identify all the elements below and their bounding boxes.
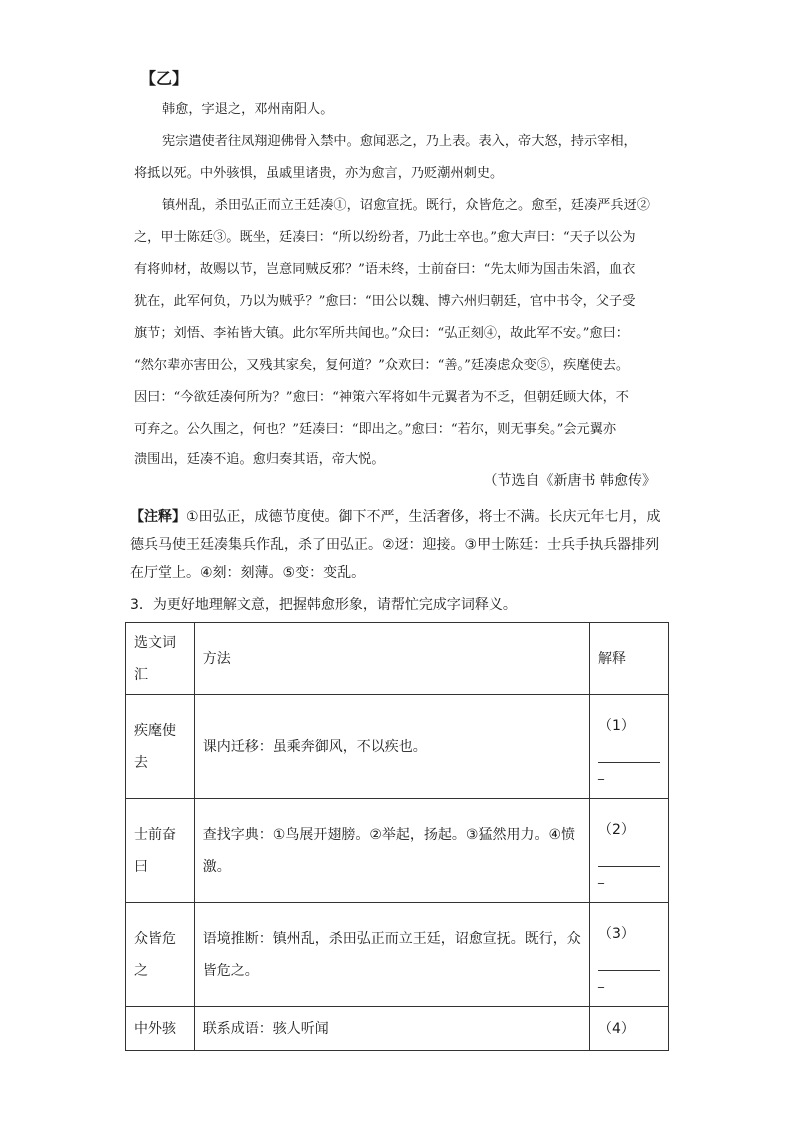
table-row bbox=[126, 1007, 669, 1051]
row-method: 语境推断：镇州乱，杀田弘正而立王廷，诏愈宣抚。既行，众皆危之。 bbox=[194, 903, 589, 1007]
source-citation: （节选自《新唐书 韩愈传》 bbox=[483, 473, 656, 489]
answer-blank[interactable] bbox=[598, 748, 660, 763]
passage-line: 溃围出，廷凑不追。愈归奏其语，帝大悦。 bbox=[134, 452, 385, 467]
header-answer: 解释 bbox=[589, 623, 668, 695]
passage-line: 韩愈，字退之，邓州南阳人。 bbox=[162, 102, 334, 117]
answer-cell[interactable] bbox=[589, 799, 668, 903]
table-row bbox=[126, 695, 669, 799]
answer-blank[interactable] bbox=[598, 852, 660, 867]
notes-label: 【注释】 bbox=[130, 509, 186, 525]
answer-number: （1） bbox=[597, 718, 635, 734]
answer-tail: _ bbox=[597, 870, 604, 884]
answer-blank[interactable] bbox=[598, 956, 660, 971]
passage-line: 宪宗遣使者往凤翔迎佛骨入禁中。愈闻恶之，乃上表。表入，帝大怒，持示宰相， bbox=[162, 134, 637, 149]
row-word: 士前奋曰 bbox=[126, 799, 195, 903]
row-word: 中外骇 bbox=[126, 1007, 195, 1051]
passage-line: 旗节；刘悟、李祐皆大镇。此尔军所共闻也。”众曰：“弘正刻④，故此军不安。”愈曰： bbox=[134, 326, 629, 341]
vocab-table bbox=[125, 622, 669, 1051]
passage-line: 犹在，此军何负，乃以为贼乎？”愈曰：“田公以魏、博六州归朝廷，官中书令，父子受 bbox=[134, 294, 636, 309]
answer-tail: _ bbox=[597, 766, 604, 780]
passage-line: 因曰：“今欲廷凑何所为？”愈曰：“神策六军将如牛元翼者为不乏，但朝廷顾大体，不 bbox=[134, 390, 629, 405]
passage-line: 之，甲士陈廷③。既坐，廷凑曰：“所以纷纷者，乃此士卒也。”愈大声曰：“天子以公为 bbox=[134, 230, 636, 245]
answer-cell[interactable] bbox=[589, 1007, 668, 1051]
header-method: 方法 bbox=[194, 623, 589, 695]
answer-number: （2） bbox=[597, 822, 635, 838]
answer-number: （3） bbox=[597, 926, 635, 942]
row-method: 查找字典：①鸟展开翅膀。②举起，扬起。③猛然用力。④愤激。 bbox=[194, 799, 589, 903]
passage-line: 有将帅材，故赐以节，岂意同贼反邪？”语未终，士前奋曰：“先太师为国击朱滔，血衣 bbox=[134, 262, 636, 277]
passage-line: 镇州乱，杀田弘正而立王廷凑①，诏愈宣抚。既行，众皆危之。愈至，廷凑严兵迓② bbox=[162, 198, 650, 213]
answer-cell[interactable] bbox=[589, 903, 668, 1007]
notes bbox=[130, 503, 670, 587]
table-row bbox=[126, 799, 669, 903]
question-text: 3．为更好地理解文意，把握韩愈形象，请帮忙完成字词释义。 bbox=[130, 597, 517, 613]
row-word: 众皆危之 bbox=[126, 903, 195, 1007]
passage-line: 可弃之。公久围之，何也？”廷凑曰：“即出之。”愈曰：“若尔，则无事矣。”会元翼亦 bbox=[134, 422, 617, 437]
notes-text: ①田弘正，成德节度使。御下不严，生活奢侈，将士不满。长庆元年七月，成德兵马使王廷凑集兵作乱，杀了田弘正。②迓：迎接。③甲士陈廷：士兵手执兵器排列在厅堂上。④刻：刻薄。⑤变：变乱。 bbox=[130, 509, 661, 581]
answer-tail: _ bbox=[597, 974, 604, 988]
table-row bbox=[126, 903, 669, 1007]
passage-line: “然尔辈亦害田公，又残其家矣，复何道？”众欢曰：“善。”廷凑虑众变⑤，疾麾使去。 bbox=[134, 358, 630, 373]
row-method: 联系成语：骇人听闻 bbox=[194, 1007, 589, 1051]
section-label: 【乙】 bbox=[140, 69, 189, 88]
row-method: 课内迁移：虽乘奔御风，不以疾也。 bbox=[194, 695, 589, 799]
answer-cell[interactable] bbox=[589, 695, 668, 799]
passage-line: 将抵以死。中外骇惧，虽戚里诸贵，亦为愈言，乃贬潮州刺史。 bbox=[134, 166, 504, 181]
answer-number: （4） bbox=[597, 1020, 635, 1037]
table-header-row bbox=[126, 623, 669, 695]
row-word: 疾麾使去 bbox=[126, 695, 195, 799]
header-word: 选文词汇 bbox=[126, 623, 195, 695]
